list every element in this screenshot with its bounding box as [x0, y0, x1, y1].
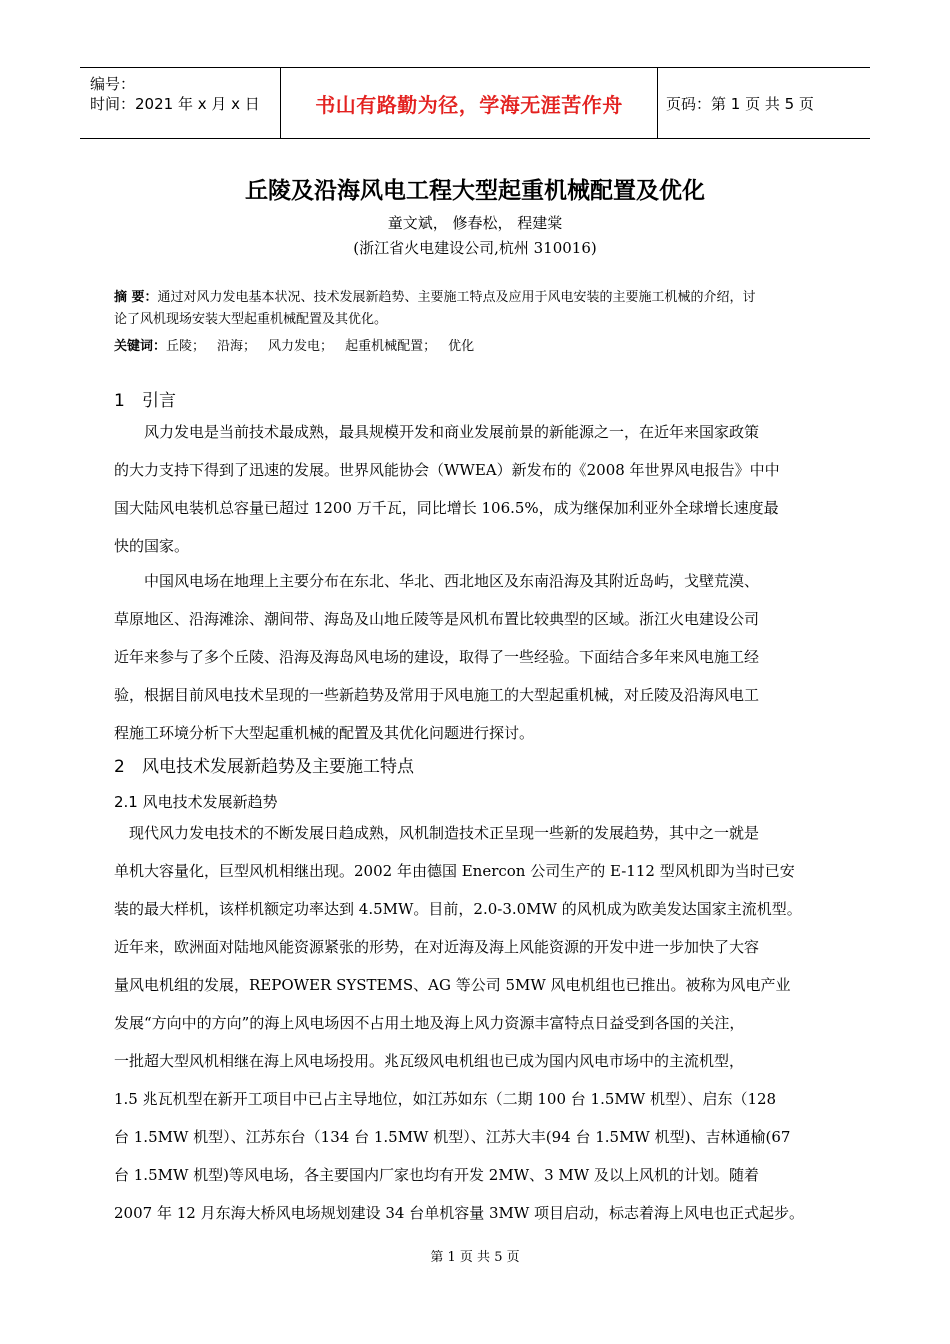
- section-number: 1: [114, 391, 125, 411]
- text-line: 草原地区、沿海滩涂、潮间带、海岛及山地丘陵等是风机布置比较典型的区域。浙江火电建设公司: [114, 610, 760, 628]
- text-line: 验，根据目前风电技术呈现的一些新趋势及常用于风电施工的大型起重机械，对丘陵及沿海风电工: [114, 686, 760, 704]
- subsection-2-1-heading: 2.1 风电技术发展新趋势: [114, 793, 278, 811]
- text-line: 风力发电是当前技术最成熟，最具规模开发和商业发展前景的新能源之一，在近年来国家政策: [144, 423, 760, 441]
- keywords-label: 关键词：: [114, 339, 167, 354]
- time-label: 时间：2021 年 x 月 x 日: [90, 95, 260, 113]
- text-line: 程施工环境分析下大型起重机械的配置及其优化问题进行探讨。: [114, 724, 535, 742]
- abstract-label: 摘 要：: [114, 290, 158, 305]
- article-title: 丘陵及沿海风电工程大型起重机械配置及优化: [245, 178, 705, 204]
- text-line: 国大陆风电装机总容量已超过 1200 万千瓦，同比增长 106.5%，成为继保加利亚外全球增长速度最: [114, 499, 779, 517]
- section-title: 引言: [142, 391, 176, 411]
- text-line: 现代风力发电技术的不断发展日趋成熟，风机制造技术正呈现一些新的发展趋势，其中之一就是: [129, 824, 760, 842]
- text-line: 近年来参与了多个丘陵、沿海及海岛风电场的建设，取得了一些经验。下面结合多年来风电施工经: [114, 648, 760, 666]
- keyword: 沿海；: [217, 339, 257, 354]
- abstract-line-1: 通过对风力发电基本状况、技术发展新趋势、主要施工特点及应用于风电安装的主要施工机械的介绍，讨: [157, 290, 756, 305]
- section-2-heading: [114, 752, 414, 777]
- section-1-heading: [114, 386, 176, 411]
- text-line: 发展“方向中的方向”的海上风电场因不占用土地及海上风力资源丰富特点日益受到各国的关注，: [114, 1014, 745, 1032]
- page-footer: 第 1 页 共 5 页: [430, 1250, 520, 1265]
- paragraph-intro-1: [114, 413, 846, 565]
- header-meta: [80, 68, 280, 138]
- article-authors: 童文斌， 修春松， 程建棠: [387, 214, 563, 232]
- text-line: 量风电机组的发展，REPOWER SYSTEMS、AG 等公司 5MW 风电机组也已推出。被称为风电产业: [114, 976, 791, 994]
- keywords: [114, 337, 840, 357]
- section-number: 2: [114, 757, 125, 777]
- header-page-code: [658, 68, 870, 138]
- text-line: 1.5 兆瓦机型在新开工项目中已占主导地位，如江苏如东（二期 100 台 1.5MW 机型）、启东（128: [114, 1090, 777, 1108]
- paragraph-trends: [114, 814, 846, 1232]
- text-line: 2007 年 12 月东海大桥风电场规划建设 34 台单机容量 3MW 项目启动，标志着海上风电也正式起步。: [114, 1204, 805, 1222]
- section-title: 风电技术发展新趋势及主要施工特点: [142, 757, 414, 777]
- text-line: 的大力支持下得到了迅速的发展。世界风能协会（WWEA）新发布的《2008 年世界风电报告》中中: [114, 461, 780, 479]
- motto-text: 书山有路勤为径，学海无涯苦作舟: [315, 92, 623, 117]
- number-label: 编号：: [90, 75, 136, 93]
- keyword: 丘陵；: [166, 339, 206, 354]
- keyword: 风力发电；: [268, 339, 334, 354]
- abstract-line-2: 论了风机现场安装大型起重机械配置及其优化。: [114, 312, 388, 327]
- keyword: 优化: [448, 339, 475, 354]
- article-affiliation: (浙江省火电建设公司,杭州 310016): [353, 239, 597, 257]
- keyword: 起重机械配置；: [345, 339, 437, 354]
- paragraph-intro-2: [114, 562, 846, 752]
- text-line: 近年来，欧洲面对陆地风能资源紧张的形势，在对近海及海上风能资源的开发中进一步加快了大容: [114, 938, 760, 956]
- text-line: 单机大容量化，巨型风机相继出现。2002 年由德国 Enercon 公司生产的 E-112 型风机即为当时已安: [114, 862, 795, 880]
- page-code-text: 页码：第 1 页 共 5 页: [666, 94, 814, 113]
- header-motto-cell: [280, 68, 658, 138]
- page-header-table: [80, 67, 870, 139]
- text-line: 中国风电场在地理上主要分布在东北、华北、西北地区及东南沿海及其附近岛屿，戈壁荒漠、: [144, 572, 760, 590]
- text-line: 装的最大样机，该样机额定功率达到 4.5MW。目前，2.0-3.0MW 的风机成为欧美发达国家主流机型。: [114, 900, 802, 918]
- text-line: 台 1.5MW 机型)等风电场，各主要国内厂家也均有开发 2MW、3 MW 及以上风机的计划。随着: [114, 1166, 759, 1184]
- text-line: 快的国家。: [114, 537, 190, 555]
- text-line: 一批超大型风机相继在海上风电场投用。兆瓦级风电机组也已成为国内风电市场中的主流机型，: [114, 1052, 745, 1070]
- abstract: [114, 287, 840, 331]
- text-line: 台 1.5MW 机型）、江苏东台（134 台 1.5MW 机型）、江苏大丰(94 台 1.5MW 机型)、吉林通榆(67: [114, 1128, 791, 1146]
